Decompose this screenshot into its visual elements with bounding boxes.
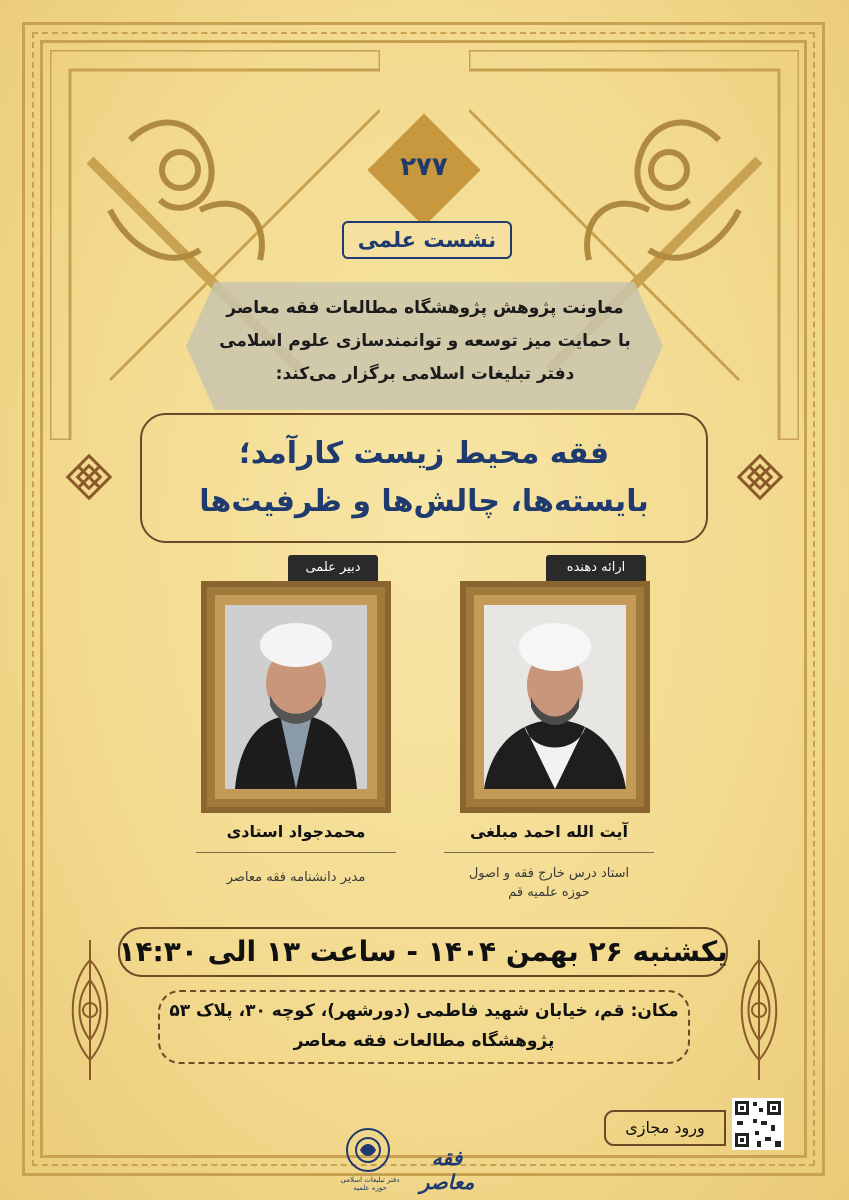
presenter-tag: ارائه دهنده (546, 555, 646, 581)
presenter-role-line-2: حوزه علمیه قم (508, 885, 590, 900)
location-text (158, 996, 690, 1056)
office-logo-caption: دفتر تبلیغات اسلامی حوزه علمیه (340, 1176, 400, 1192)
intro-line-2: با حمایت میز توسعه و توانمندسازی علوم اسلامی (219, 331, 631, 351)
fiqh-logo: فقه معاصر (419, 1146, 475, 1194)
event-datetime: یکشنبه ۲۶ بهمن ۱۴۰۴ - ساعت ۱۳ الی ۱۴:۳۰ (118, 935, 728, 968)
presenter-separator (444, 852, 654, 853)
intro-line-1: معاونت پژوهش پژوهشگاه مطالعات فقه معاصر (226, 298, 624, 318)
office-logo-emblem (346, 1128, 390, 1172)
presenter-role-line-1: استاد درس خارج فقه و اصول (468, 866, 630, 881)
secretary-name: محمدجواد استادی (226, 822, 366, 841)
session-number: ۲۷۷ (400, 152, 448, 182)
location-line-1: مکان: قم، خیابان شهید فاطمی (دورشهر)، کوچه ۳۰، پلاک ۵۳ (169, 1001, 679, 1021)
title-line-1: فقه محیط زیست کارآمد؛ (238, 436, 610, 471)
secretary-photo (225, 605, 367, 789)
presenter-role (444, 864, 654, 902)
side-ornament-left (62, 940, 118, 1080)
presenter-photo-frame (460, 581, 650, 813)
location-line-2: پژوهشگاه مطالعات فقه معاصر (293, 1031, 555, 1051)
intro-text (180, 292, 670, 391)
title-line-2: بایسته‌ها، چالش‌ها و ظرفیت‌ها (199, 484, 649, 519)
session-label: نشست علمی (342, 221, 512, 259)
secretary-photo-frame (201, 581, 391, 813)
presenter-photo (484, 605, 626, 789)
intro-line-3: دفتر تبلیغات اسلامی برگزار می‌کند: (275, 364, 575, 384)
virtual-entry-label[interactable]: ورود مجازی (604, 1110, 726, 1146)
side-ornament-right (731, 940, 787, 1080)
qr-code-icon[interactable] (732, 1098, 784, 1150)
secretary-role: مدیر دانشنامه فقه معاصر (226, 870, 366, 885)
secretary-separator (196, 852, 396, 853)
knot-ornament-right (735, 452, 785, 502)
presenter-name: آیت الله احمد مبلغی (469, 822, 629, 841)
event-title (140, 430, 708, 526)
secretary-tag: دبیر علمی (288, 555, 378, 581)
knot-ornament-left (64, 452, 114, 502)
